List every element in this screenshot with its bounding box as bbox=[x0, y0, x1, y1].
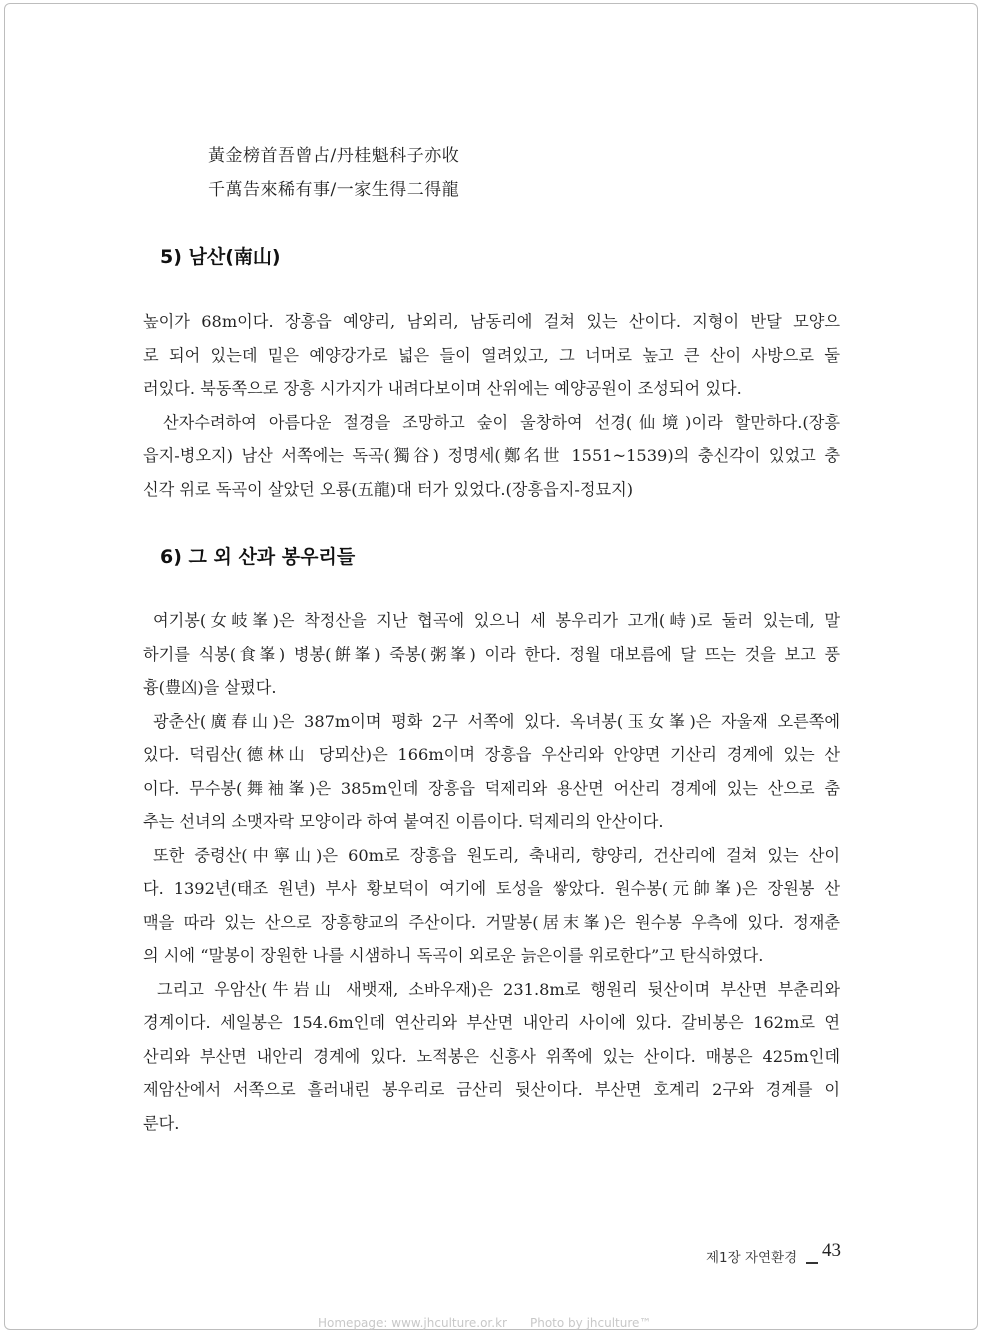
body-line: 광춘산(廣春山)은 387m이며 평화 2구 서쪽에 있다. 옥녀봉(玉女峯)은 자울재 오른쪽에 bbox=[153, 711, 840, 731]
body-line: 경계이다. 세일봉은 154.6m인데 연산리와 부산면 내안리 사이에 있다. 갈비봉은 162m로 연 bbox=[143, 1013, 840, 1032]
body-line: 그리고 우암산(牛岩山 새뱃재, 소바우재)은 231.8m로 행원리 뒷산이며 부산면 부춘리와 bbox=[157, 979, 840, 999]
body-line: 있다. 덕림산(德林山 당뫼산)은 166m이며 장흥읍 우산리와 안양면 기산리 경계에 있는 산 bbox=[143, 745, 840, 764]
section-5-body bbox=[143, 305, 840, 506]
body-line: 추는 선녀의 소맷자락 모양이라 하여 붙여진 이름이다. 덕제리의 안산이다. bbox=[143, 812, 664, 831]
body-line: 하기를 식봉(食峯) 병봉(餠峯) 죽봉(粥峯) 이라 한다. 정월 대보름에 달 뜨는 것을 보고 풍 bbox=[143, 644, 840, 664]
footer-divider bbox=[806, 1262, 818, 1264]
body-line: 산리와 부산면 내안리 경계에 있다. 노적봉은 신흥사 위쪽에 있는 산이다. 매봉은 425m인데 bbox=[143, 1046, 840, 1066]
body-line: 다. 1392년(태조 원년) 부사 황보덕이 여기에 토성을 쌓았다. 원수봉(元帥峯)은 장원봉 산 bbox=[143, 879, 840, 898]
body-line: 여기봉(女岐峯)은 착정산을 지난 협곡에 있으니 세 봉우리가 고개(峙)로 둘러 있는데, 말 bbox=[153, 611, 840, 630]
body-line: 로 되어 있는데 밑은 예양강가로 넓은 들이 열려있고, 그 너머로 높고 큰 산이 사방으로 둘 bbox=[143, 345, 840, 365]
body-line: 제암산에서 서쪽으로 흘러내린 봉우리로 금산리 뒷산이다. 부산면 호계리 2구와 경계를 이 bbox=[143, 1080, 840, 1099]
page-number: 43 bbox=[822, 1240, 841, 1261]
body-line: 의 시에 “말봉이 장원한 나를 시샘하니 독곡이 외로운 늙은이를 위로한다”고 탄식하였다. bbox=[143, 946, 764, 965]
poem-line-1: 黃金榜首吾曾占/丹桂魁科子亦收 bbox=[208, 146, 460, 166]
body-line: 맥을 따라 있는 산으로 장흥향교의 주산이다. 거말봉(居末峯)은 원수봉 우측에 있다. 정재춘 bbox=[143, 912, 840, 932]
poem-line-2: 千萬告來稀有事/一家生得二得龍 bbox=[208, 180, 460, 200]
photo-credit: Photo by jhculture™ bbox=[530, 1316, 652, 1330]
body-line: 산자수려하여 아름다운 절경을 조망하고 숲이 울창하여 선경(仙境)이라 할만하다.(장흥 bbox=[163, 412, 840, 432]
body-line: 흉(豊凶)을 살폈다. bbox=[143, 678, 277, 697]
section-6-heading: 6) 그 외 산과 봉우리들 bbox=[160, 546, 356, 568]
body-line: 또한 중령산(中寧山)은 60m로 장흥읍 원도리, 축내리, 향양리, 건산리에 걸쳐 있는 산이 bbox=[153, 845, 840, 865]
homepage-credit: Homepage: www.jhculture.or.kr bbox=[318, 1316, 507, 1330]
body-line: 이다. 무수봉(舞袖峯)은 385m인데 장흥읍 덕제리와 용산면 어산리 경계에 있는 산으로 춤 bbox=[143, 778, 840, 798]
body-line: 신각 위로 독곡이 살았던 오룡(五龍)대 터가 있었다.(장흥읍지-정묘지) bbox=[143, 479, 634, 499]
section-5-heading: 5) 남산(南山) bbox=[160, 246, 281, 268]
footer-chapter-title: 제1장 자연환경 bbox=[706, 1250, 798, 1266]
body-line: 읍지-병오지) 남산 서쪽에는 독곡(獨谷) 정명세(鄭名世 1551~1539)의 충신각이 있었고 충 bbox=[143, 446, 840, 465]
body-line: 높이가 68m이다. 장흥읍 예양리, 남외리, 남동리에 걸쳐 있는 산이다. 지형이 반달 모양으 bbox=[143, 312, 840, 331]
body-line: 러있다. 북동쪽으로 장흥 시가지가 내려다보이며 산위에는 예양공원이 조성되어 있다. bbox=[143, 379, 742, 398]
section-6-body bbox=[143, 604, 840, 1140]
body-line: 룬다. bbox=[143, 1113, 180, 1133]
